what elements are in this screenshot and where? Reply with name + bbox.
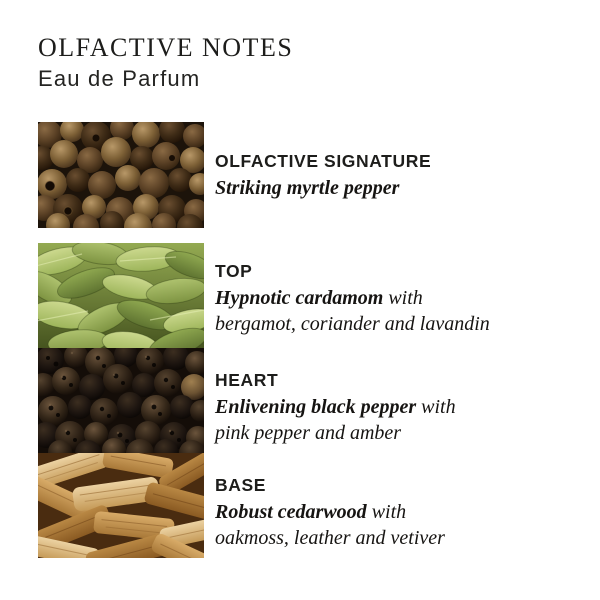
section-heading: TOP [215, 261, 253, 281]
note-line-1 [215, 500, 560, 526]
note-line-1 [215, 286, 560, 312]
section-base [215, 473, 560, 551]
section-top [215, 259, 560, 337]
cedarwood-image [38, 453, 204, 558]
section-heading: BASE [215, 475, 267, 495]
note-bold: Robust cedarwood [215, 501, 367, 523]
page-title: OLFACTIVE NOTES [38, 33, 294, 62]
black-pepper-illustration [38, 348, 204, 453]
note-bold: Hypnotic cardamom [215, 287, 384, 309]
myrtle-pepper-image [38, 122, 204, 228]
note-line-2: bergamot, coriander and lavandin [215, 312, 490, 335]
section-olfactive-signature [215, 149, 560, 202]
note-line-2: oakmoss, leather and vetiver [215, 526, 445, 549]
note-line-1 [215, 395, 560, 421]
myrtle-pepper-illustration [38, 122, 204, 228]
section-heading: OLFACTIVE SIGNATURE [215, 151, 432, 171]
note-bold: Striking myrtle pepper [215, 177, 400, 199]
note-regular: with [366, 501, 407, 523]
section-heart [215, 368, 560, 446]
note-line-2: pink pepper and amber [215, 421, 402, 444]
note-regular: with [416, 396, 456, 418]
black-pepper-image [38, 348, 204, 453]
cardamom-image [38, 243, 204, 348]
page-subtitle: Eau de Parfum [38, 66, 201, 91]
cardamom-illustration [38, 243, 204, 348]
note-bold: Enlivening black pepper [215, 396, 417, 418]
note-line-1 [215, 176, 560, 202]
cedarwood-illustration [38, 453, 204, 558]
note-regular: with [383, 287, 423, 309]
section-heading: HEART [215, 370, 279, 390]
